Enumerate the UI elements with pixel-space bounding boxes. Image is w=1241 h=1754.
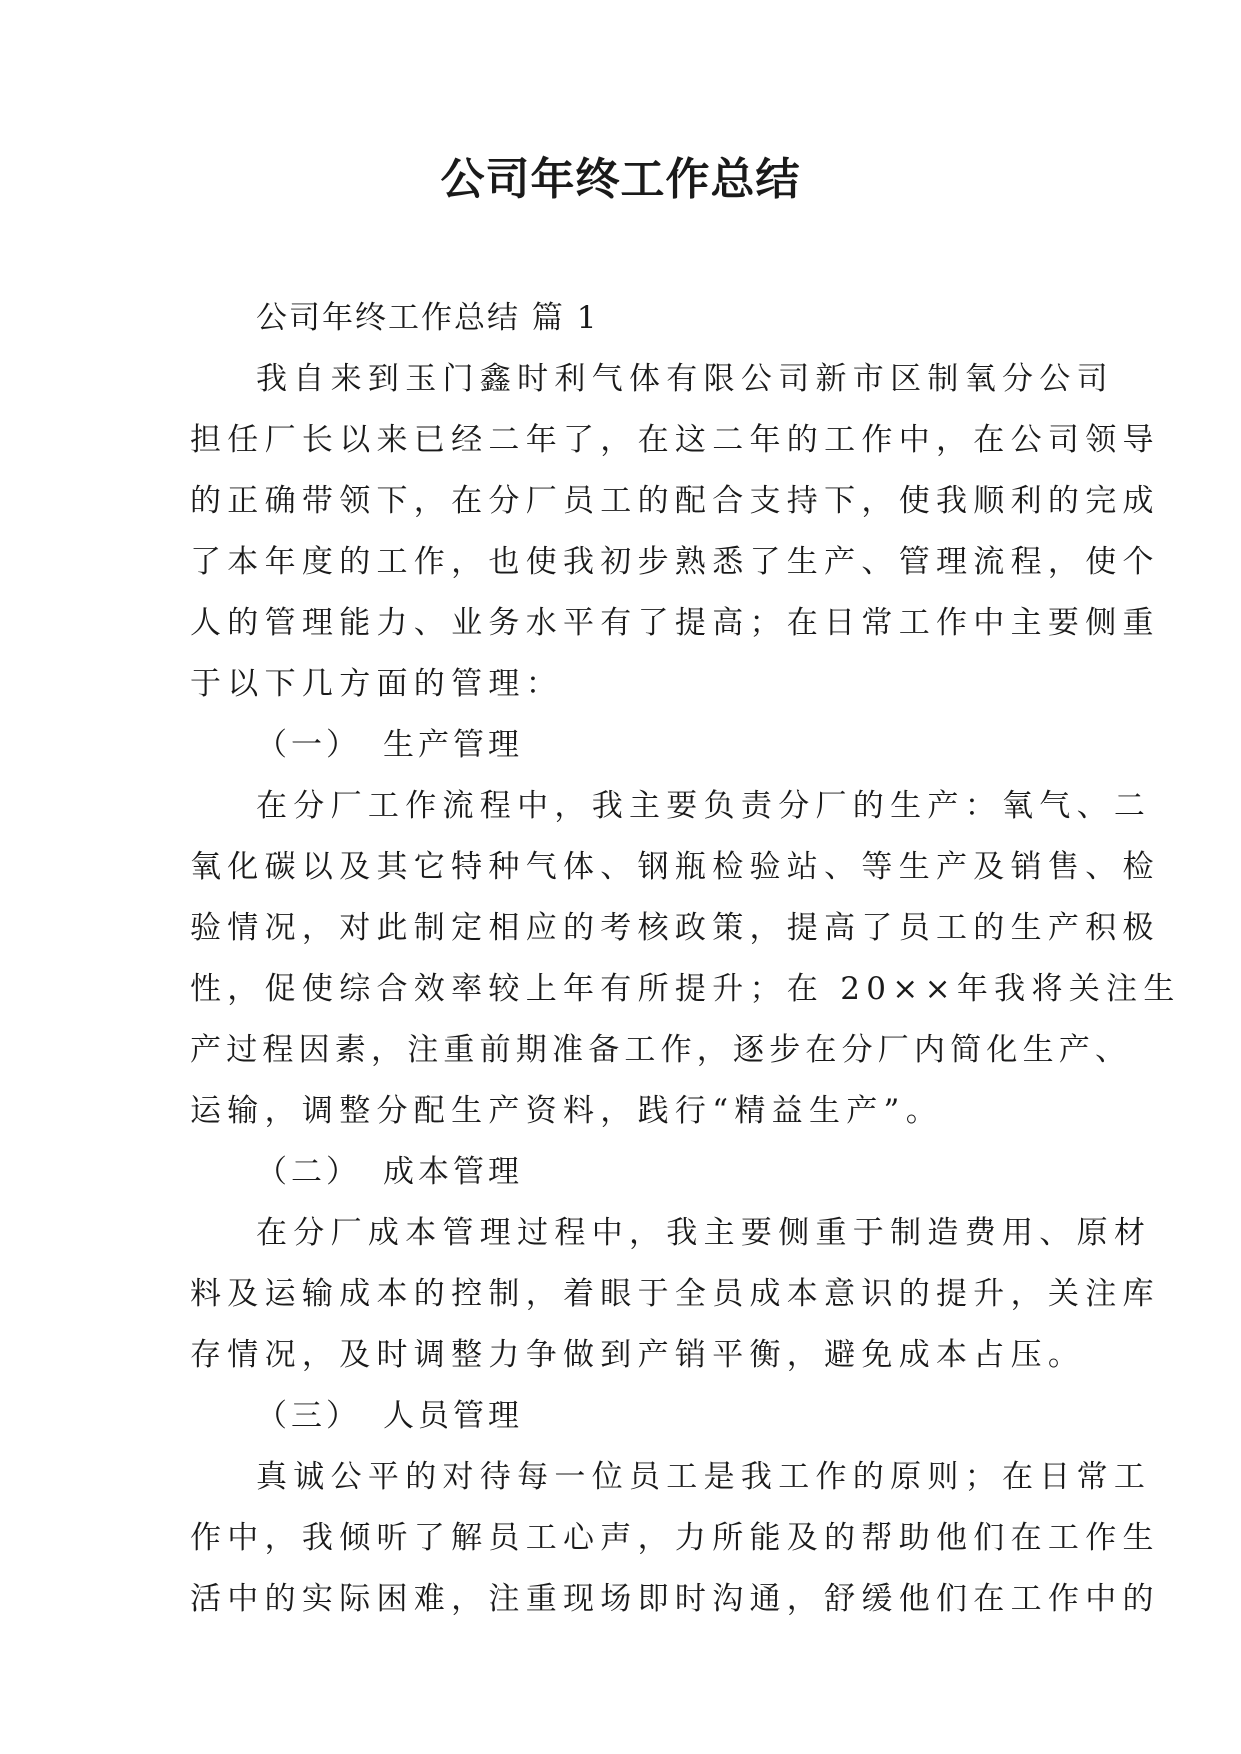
paragraph-line: 存情况，及时调整力争做到产销平衡，避免成本占压。: [190, 1337, 1086, 1373]
subheading-number: （一）: [256, 727, 361, 763]
paragraph-line: 了本年度的工作，也使我初步熟悉了生产、管理流程，使个: [190, 544, 1160, 580]
section-heading: 公司年终工作总结 篇 1: [256, 300, 599, 336]
paragraph-line: 氧化碳以及其它特种气体、钢瓶检验站、等生产及销售、检: [190, 849, 1160, 885]
subheading-label: 成本管理: [383, 1154, 523, 1190]
subheading-production: [190, 715, 1190, 776]
subheading-cost: [190, 1142, 1190, 1203]
subheading-label: 生产管理: [383, 727, 523, 763]
paragraph-line: 在分厂成本管理过程中，我主要侧重于制造费用、原材: [256, 1215, 1152, 1251]
paragraph-line: 真诚公平的对待每一位员工是我工作的原则；在日常工: [256, 1459, 1152, 1495]
paragraph-line: 运输，调整分配生产资料，践行“精益生产”。: [190, 1093, 943, 1129]
paragraph-line: 担任厂长以来已经二年了，在这二年的工作中，在公司领导: [190, 422, 1160, 458]
paragraph-line: 的正确带领下，在分厂员工的配合支持下，使我顺利的完成: [190, 483, 1160, 519]
subheading-personnel: [190, 1386, 1190, 1447]
paragraph-line: 验情况，对此制定相应的考核政策，提高了员工的生产积极: [190, 910, 1160, 946]
paragraph-line: 于以下几方面的管理：: [190, 666, 563, 702]
paragraph-line: 我自来到玉门鑫时利气体有限公司新市区制氧分公司: [256, 361, 1114, 397]
paragraph-line: 产过程因素，注重前期准备工作，逐步在分厂内简化生产、: [190, 1032, 1132, 1068]
paragraph-line: 性，促使综合效率较上年有所提升；在 20××年我将关注生: [190, 971, 1181, 1007]
document-body: [190, 288, 1190, 1630]
paragraph-line: 在分厂工作流程中，我主要负责分厂的生产：氧气、二: [256, 788, 1152, 824]
document-title: 公司年终工作总结: [440, 154, 801, 205]
paragraph-line: 活中的实际困难，注重现场即时沟通，舒缓他们在工作中的: [190, 1581, 1160, 1617]
subheading-number: （三）: [256, 1398, 361, 1434]
paragraph-line: 料及运输成本的控制，着眼于全员成本意识的提升，关注库: [190, 1276, 1160, 1312]
subheading-number: （二）: [256, 1154, 361, 1190]
paragraph-line: 人的管理能力、业务水平有了提高；在日常工作中主要侧重: [190, 605, 1160, 641]
paragraph-line: 作中，我倾听了解员工心声，力所能及的帮助他们在工作生: [190, 1520, 1160, 1556]
subheading-label: 人员管理: [383, 1398, 523, 1434]
